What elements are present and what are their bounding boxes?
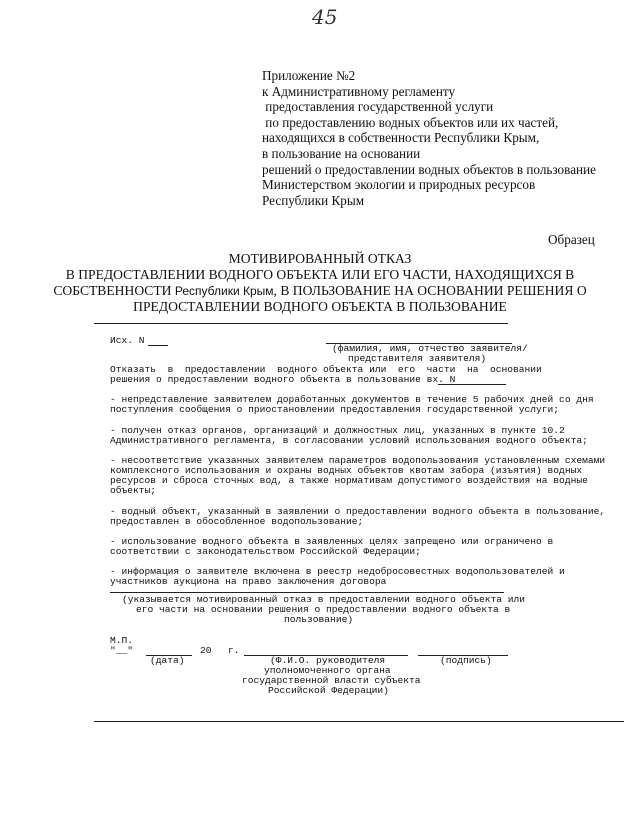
divider-line [94, 323, 508, 324]
stamp-label: М.П. [110, 635, 134, 646]
appendix-header [262, 68, 596, 208]
year-label: 20 [200, 645, 212, 656]
title-line-4: ПРЕДОСТАВЛЕНИИ ВОДНОГО ОБЪЕКТА В ПОЛЬЗОВАНИЕ [133, 299, 507, 314]
reason-field [110, 592, 504, 593]
head-caption: государственной власти субъекта [242, 675, 421, 686]
reason-line: участников аукциона на право заключения договора [110, 576, 387, 587]
head-caption: Российской Федерации) [268, 685, 389, 696]
reason-line: объекты; [110, 485, 157, 496]
title-region: Республики Крым [174, 284, 274, 298]
title-line-1: МОТИВИРОВАННЫЙ ОТКАЗ [228, 251, 412, 266]
reason-caption: (указывается мотивированный отказ в предоставлении водного объекта или [122, 594, 526, 605]
reason-caption: его части на основании решения о предоставлении водного объекта в [136, 604, 511, 615]
reason-line: - использование водного объекта в заявленных целях запрещено или ограничено в [110, 536, 554, 547]
title-line-3c: , В ПОЛЬЗОВАНИЕ НА ОСНОВАНИИ РЕШЕНИЯ О [273, 283, 587, 298]
reason-line: соответствии с законодательством Российской Федерации; [110, 546, 421, 557]
signature-caption: (подпись) [440, 655, 492, 666]
reason-line: - непредставление заявителем доработанных документов в течение 5 рабочих дней со дня [110, 394, 594, 405]
refusal-text: Отказать в предоставлении водного объекта или его части на основании [110, 364, 542, 375]
head-caption: (Ф.И.О. руководителя [270, 655, 386, 666]
title-line-3a: СОБСТВЕННОСТИ [53, 283, 175, 298]
reason-line: предоставлен в обособленное водопользование; [110, 516, 364, 527]
sample-label: Образец [548, 232, 595, 247]
incoming-number-field [438, 384, 506, 385]
refusal-text: решения о предоставлении водного объекта в пользование вх. N [110, 374, 456, 385]
reason-line: - водный объект, указанный в заявлении о предоставлении водного объекта в пользование, [110, 506, 606, 517]
title-line-2: В ПРЕДОСТАВЛЕНИИ ВОДНОГО ОБЪЕКТА ИЛИ ЕГО ЧАСТИ, НАХОДЯЩИХСЯ В [65, 267, 575, 282]
appendix-line: в пользование на основании [262, 145, 421, 161]
appendix-line: по предоставлению водных объектов или их частей, [262, 114, 559, 130]
head-caption: уполномоченного органа [264, 665, 391, 676]
ref-number-field [148, 345, 168, 346]
appendix-line: предоставления государственной услуги [262, 99, 494, 115]
appendix-line: Приложение №2 [262, 68, 356, 83]
reason-line: - несоответствие указанных заявителем параметров водопользования установленным схемами [110, 455, 606, 466]
applicant-caption: представителя заявителя) [348, 353, 487, 364]
appendix-line: к Административному регламенту [262, 83, 456, 99]
appendix-line: находящихся в собственности Республики Крым, [262, 130, 540, 146]
ref-number-label: Исх. N [110, 335, 145, 346]
bottom-divider [94, 721, 624, 722]
year-suffix: г. [228, 645, 240, 656]
reason-line: комплексного использования и охраны водных объектов квотам забора (изъятия) водных [110, 465, 583, 476]
reason-line: - информация о заявителе включена в реестр недобросовестных водопользователей и [110, 566, 565, 577]
title-line-3 [0, 283, 640, 299]
date-quote: "__" [110, 645, 134, 656]
appendix-line: решений о предоставлении водных объектов в пользование [262, 161, 597, 177]
appendix-line: Министерством экологии и природных ресурсов [262, 177, 536, 193]
reason-line: - получен отказ органов, организаций и должностных лиц, указанных в пункте 10.2 [110, 425, 565, 436]
reason-line: ресурсов и сброса сточных вод, а также нормативам допустимого воздействия на водные [110, 475, 588, 486]
reason-line: Административного регламента, в согласовании условий использования водного объекта; [110, 435, 588, 446]
handwritten-page-number: 45 [312, 5, 338, 29]
appendix-line: Республики Крым [262, 192, 365, 208]
applicant-caption: (фамилия, имя, отчество заявителя/ [332, 343, 528, 354]
reason-line: поступления сообщения о приостановлении предоставления государственной услуги; [110, 404, 560, 415]
date-caption: (дата) [150, 655, 185, 666]
reason-caption: пользование) [284, 614, 354, 625]
